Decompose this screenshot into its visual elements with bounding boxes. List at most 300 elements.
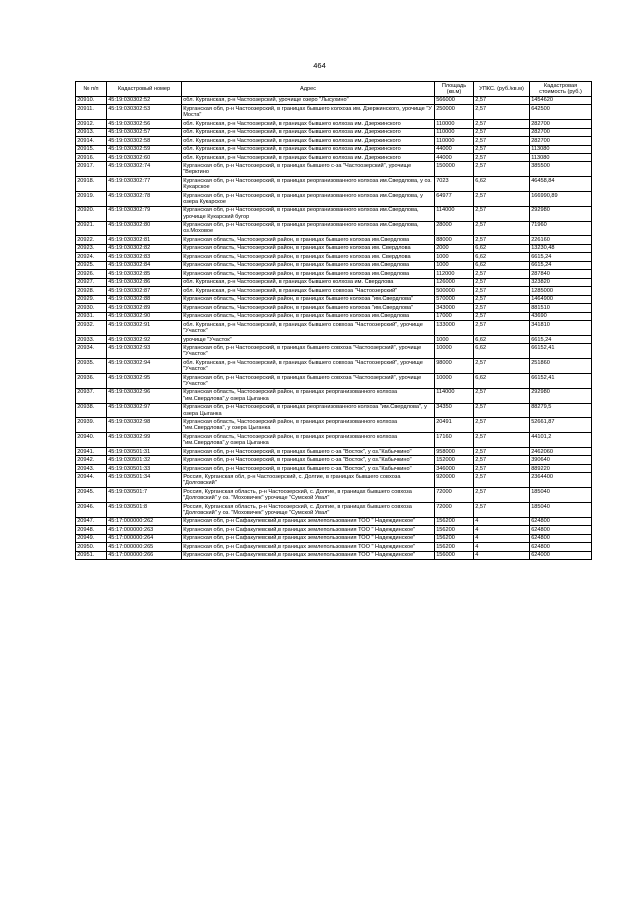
header-upks: УПКС. (руб./кв.м) — [474, 82, 530, 97]
table-row — [76, 456, 592, 464]
area-cell: 112000 — [435, 270, 474, 278]
cadastral-number-cell: 45:19:030501:33 — [107, 464, 182, 472]
upks-cell: 2,57 — [474, 192, 530, 207]
cadastral-cost-cell: 889220 — [530, 464, 592, 472]
upks-cell: 2,57 — [474, 96, 530, 104]
table-row — [76, 236, 592, 244]
row-number-cell: 20948. — [76, 526, 107, 534]
cadastral-cost-cell: 642500 — [530, 105, 592, 120]
address-cell: Курганская обл, р-н Частоозерский, в границах бывшего с-за "Частоозерский", урочище "Веркгино — [182, 162, 435, 177]
cadastral-number-cell: 45:19:030302:74 — [107, 162, 182, 177]
address-cell: обл. Курганская, р-н Частоозерский, в границах бывшего колхоза им. Дзержинского — [182, 128, 435, 136]
address-cell: Курганская обл, р-н Частоозерский, в границах бывшего с-за "Восток", у оз."Кабычкино" — [182, 464, 435, 472]
upks-cell: 2,57 — [474, 464, 530, 472]
address-cell: Курганская область, Частоозерский район, в границах бывшего колхоза "им.Свердлова" — [182, 304, 435, 312]
address-cell: Курганская область, Частоозерский район, в границах бывшего колхоза им. Свердлова — [182, 253, 435, 261]
row-number-cell: 20932. — [76, 321, 107, 336]
upks-cell: 2,57 — [474, 295, 530, 303]
row-number-cell: 20944. — [76, 473, 107, 488]
area-cell: 88000 — [435, 236, 474, 244]
row-number-cell: 20913. — [76, 128, 107, 136]
cadastral-number-cell: 45:19:030302:59 — [107, 145, 182, 153]
upks-cell: 2,57 — [474, 128, 530, 136]
cadastral-cost-cell: 185040 — [530, 502, 592, 517]
area-cell: 17000 — [435, 312, 474, 320]
area-cell: 34350 — [435, 403, 474, 418]
area-cell: 72000 — [435, 502, 474, 517]
upks-cell: 6,62 — [474, 253, 530, 261]
address-cell: Курганская область, Частоозерский район, в границах реорганизованного колхоза "им.Свердлова",у озера Цыганка — [182, 388, 435, 403]
table-row — [76, 137, 592, 145]
row-number-cell: 20914. — [76, 137, 107, 145]
cadastral-number-cell: 45:19:030302:53 — [107, 105, 182, 120]
area-cell: 250000 — [435, 105, 474, 120]
area-cell: 44000 — [435, 153, 474, 161]
area-cell: 110000 — [435, 120, 474, 128]
cadastral-cost-cell: 251860 — [530, 359, 592, 374]
area-cell: 1000 — [435, 336, 474, 344]
upks-cell: 6,62 — [474, 374, 530, 389]
cadastral-cost-cell: 113080 — [530, 145, 592, 153]
table-row — [76, 244, 592, 252]
table-row — [76, 447, 592, 455]
area-cell: 566000 — [435, 96, 474, 104]
table-row — [76, 162, 592, 177]
row-number-cell: 20943. — [76, 464, 107, 472]
upks-cell: 2,57 — [474, 312, 530, 320]
table-row — [76, 304, 592, 312]
upks-cell: 6,62 — [474, 177, 530, 192]
row-number-cell: 20920. — [76, 206, 107, 221]
row-number-cell: 20933. — [76, 336, 107, 344]
upks-cell: 6,62 — [474, 336, 530, 344]
row-number-cell: 20938. — [76, 403, 107, 418]
row-number-cell: 20910. — [76, 96, 107, 104]
cadastral-number-cell: 45:19:030302:89 — [107, 304, 182, 312]
cadastral-cost-cell: 624800 — [530, 526, 592, 534]
cadastral-cost-cell: 292980 — [530, 388, 592, 403]
table-row — [76, 517, 592, 525]
address-cell: Курганская область, Частоозерский район, в границах бывшего колхоза им.Свердлова — [182, 261, 435, 269]
cadastral-cost-cell: 6615,24 — [530, 336, 592, 344]
area-cell: 958000 — [435, 447, 474, 455]
address-cell: Курганская обл, р-н Сафакулевский,в границах землепользования ТОО " Надеждинское" — [182, 517, 435, 525]
row-number-cell: 20919. — [76, 192, 107, 207]
area-cell: 133000 — [435, 321, 474, 336]
address-cell: обл. Курганская, р-н Частоозерский, в границах бывшего колхоза им. Свердлова — [182, 278, 435, 286]
cadastral-number-cell: 45:19:030302:86 — [107, 278, 182, 286]
upks-cell: 2,57 — [474, 270, 530, 278]
cadastral-number-cell: 45:19:030302:96 — [107, 388, 182, 403]
table-row — [76, 278, 592, 286]
table-row — [76, 128, 592, 136]
row-number-cell: 20917. — [76, 162, 107, 177]
table-row — [76, 261, 592, 269]
upks-cell: 2,57 — [474, 418, 530, 433]
cadastral-number-cell: 45:19:030501:31 — [107, 447, 182, 455]
area-cell: 17160 — [435, 433, 474, 448]
row-number-cell: 20916. — [76, 153, 107, 161]
row-number-cell: 20951. — [76, 551, 107, 559]
cadastral-cost-cell: 624000 — [530, 551, 592, 559]
table-row — [76, 206, 592, 221]
area-cell: 7023 — [435, 177, 474, 192]
cadastral-number-cell: 45:19:030302:95 — [107, 374, 182, 389]
table-row — [76, 192, 592, 207]
upks-cell: 2,57 — [474, 456, 530, 464]
page-number: 464 — [313, 61, 326, 70]
cadastral-number-cell: 45:19:030302:56 — [107, 120, 182, 128]
cadastral-cost-cell: 1454620 — [530, 96, 592, 104]
upks-cell: 2,57 — [474, 137, 530, 145]
upks-cell: 2,57 — [474, 502, 530, 517]
upks-cell: 4 — [474, 543, 530, 551]
cadastral-cost-cell: 113080 — [530, 153, 592, 161]
address-cell: Курганская область, Частоозерский район, в границах бывшего колхоза им.Свердлова — [182, 270, 435, 278]
cadastral-cost-cell: 166990,89 — [530, 192, 592, 207]
address-cell: Курганская обл, р-н Частоозерский, в границах бывшего с-за "Восток", у оз."Кабычкино" — [182, 456, 435, 464]
row-number-cell: 20939. — [76, 418, 107, 433]
upks-cell: 2,57 — [474, 388, 530, 403]
address-cell: Курганская обл, р-н Частоозерский, в границах бывшего совхоза "Частоозерский", урочище "Участок" — [182, 374, 435, 389]
area-cell: 28000 — [435, 221, 474, 236]
upks-cell: 2,57 — [474, 321, 530, 336]
table-row — [76, 336, 592, 344]
header-address: Адрес — [182, 82, 435, 97]
cadastral-cost-cell: 6615,24 — [530, 253, 592, 261]
area-cell: 156200 — [435, 526, 474, 534]
row-number-cell: 20926. — [76, 270, 107, 278]
upks-cell: 2,57 — [474, 278, 530, 286]
header-num: № п/п — [76, 82, 107, 97]
table-row — [76, 534, 592, 542]
area-cell: 10000 — [435, 374, 474, 389]
table-row — [76, 321, 592, 336]
cadastral-number-cell: 45:19:030302:92 — [107, 336, 182, 344]
cadastral-number-cell: 45:19:030501:8 — [107, 502, 182, 517]
area-cell: 114000 — [435, 388, 474, 403]
area-cell: 110000 — [435, 128, 474, 136]
cadastral-number-cell: 45:19:030302:84 — [107, 261, 182, 269]
address-cell: обл. Курганская, р-н Частоозерский, в границах бывшего совхоза "Частоозерский" — [182, 287, 435, 295]
cadastral-number-cell: 45:19:030302:80 — [107, 221, 182, 236]
cadastral-number-cell: 45:17:000000:265 — [107, 543, 182, 551]
area-cell: 346000 — [435, 464, 474, 472]
cadastral-cost-cell: 88279,5 — [530, 403, 592, 418]
row-number-cell: 20915. — [76, 145, 107, 153]
upks-cell: 2,57 — [474, 447, 530, 455]
address-cell: Курганская обл, р-н Сафакулевский,в границах землепользования ТОО " Надеждинское" — [182, 543, 435, 551]
cadastral-cost-cell: 66152,41 — [530, 374, 592, 389]
upks-cell: 2,57 — [474, 145, 530, 153]
cadastral-cost-cell: 292980 — [530, 206, 592, 221]
cadastral-number-cell: 45:19:030302:98 — [107, 418, 182, 433]
cadastral-number-cell: 45:19:030302:90 — [107, 312, 182, 320]
address-cell: Курганская обл, р-н Частоозерский, в границах реорганизованного колхоза "им.Свердлова", у озера Цыганка — [182, 403, 435, 418]
cadastral-number-cell: 45:19:030302:78 — [107, 192, 182, 207]
cadastral-cost-cell: 624800 — [530, 534, 592, 542]
row-number-cell: 20940. — [76, 433, 107, 448]
cadastral-cost-cell: 341810 — [530, 321, 592, 336]
table-row — [76, 287, 592, 295]
header-cadastral: Кадастровый номер — [107, 82, 182, 97]
area-cell: 1000 — [435, 261, 474, 269]
area-cell: 114000 — [435, 206, 474, 221]
address-cell: Курганская область, Частоозерский район, в границах бывшего колхоза им.Свердлова — [182, 312, 435, 320]
row-number-cell: 20936. — [76, 374, 107, 389]
address-cell: обл. Курганская, р-н Частоозерский, в границах бывшего колхоза им. Дзержинского — [182, 137, 435, 145]
address-cell: Курганская обл, р-н Частоозерский, в границах реорганизованного колхоза им.Свердлова, у озера Кукарское — [182, 192, 435, 207]
upks-cell: 2,57 — [474, 105, 530, 120]
area-cell: 2000 — [435, 244, 474, 252]
address-cell: Курганская обл, р-н Частоозерский, в границах бывшего с-за "Восток", у оз."Кабычкино" — [182, 447, 435, 455]
area-cell: 110000 — [435, 137, 474, 145]
table-row — [76, 502, 592, 517]
cadastral-number-cell: 45:17:000000:264 — [107, 534, 182, 542]
cadastral-cost-cell: 282700 — [530, 128, 592, 136]
row-number-cell: 20918. — [76, 177, 107, 192]
row-number-cell: 20930. — [76, 304, 107, 312]
cadastral-cost-cell: 390640 — [530, 456, 592, 464]
cadastral-cost-cell: 43690 — [530, 312, 592, 320]
address-cell: Курганская обл, р-н Сафакулевский,в границах землепользования ТОО " Надеждинское" — [182, 551, 435, 559]
cadastral-number-cell: 45:19:030302:79 — [107, 206, 182, 221]
address-cell: Курганская обл, р-н Частоозерский, в границах бывшего совхоза "Частоозерский", урочище "Участок" — [182, 344, 435, 359]
upks-cell: 2,57 — [474, 162, 530, 177]
table-row — [76, 96, 592, 104]
cadastral-number-cell: 45:19:030302:87 — [107, 287, 182, 295]
upks-cell: 4 — [474, 534, 530, 542]
row-number-cell: 20931. — [76, 312, 107, 320]
cadastral-number-cell: 45:19:030302:91 — [107, 321, 182, 336]
header-cost: Кадастровая стоимость (руб.) — [530, 82, 592, 97]
cadastral-cost-cell: 13230,48 — [530, 244, 592, 252]
address-cell: Курганская обл, р-н Частоозерский, в границах реорганизованного колхоза им.Свердлова, оз.Моховое — [182, 221, 435, 236]
area-cell: 156200 — [435, 517, 474, 525]
cadastral-number-cell: 45:19:030302:57 — [107, 128, 182, 136]
table-row — [76, 120, 592, 128]
cadastral-number-cell: 45:19:030302:77 — [107, 177, 182, 192]
table-row — [76, 418, 592, 433]
cadastral-cost-cell: 52661,87 — [530, 418, 592, 433]
cadastral-number-cell: 45:19:030302:99 — [107, 433, 182, 448]
cadastral-number-cell: 45:19:030302:82 — [107, 244, 182, 252]
cadastral-cost-cell: 66152,41 — [530, 344, 592, 359]
address-cell: Россия, Курганская область, р-н Частоозерский, с. Долгие, в границах бывшего совхоза "Долговский" у оз. "Моховичек" урочище "Сумской Увал" — [182, 488, 435, 503]
upks-cell: 2,57 — [474, 433, 530, 448]
area-cell: 500000 — [435, 287, 474, 295]
cadastral-cost-cell: 624800 — [530, 517, 592, 525]
row-number-cell: 20924. — [76, 253, 107, 261]
upks-cell: 2,57 — [474, 221, 530, 236]
cadastral-number-cell: 45:17:000000:263 — [107, 526, 182, 534]
upks-cell: 4 — [474, 551, 530, 559]
cadastral-number-cell: 45:19:030302:52 — [107, 96, 182, 104]
header-area: Площадь (кв.м) — [435, 82, 474, 97]
address-cell: Курганская область, Частоозерский район, в границах реорганизованного колхоза "им.Свердлова",у озера Цыганка — [182, 433, 435, 448]
area-cell: 72000 — [435, 488, 474, 503]
area-cell: 98000 — [435, 359, 474, 374]
upks-cell: 2,57 — [474, 287, 530, 295]
table-row — [76, 464, 592, 472]
address-cell: Курганская область, Частоозерский район, в границах бывшего колхоза им.Свердлова — [182, 236, 435, 244]
cadastral-cost-cell: 323820 — [530, 278, 592, 286]
upks-cell: 2,57 — [474, 206, 530, 221]
upks-cell: 2,57 — [474, 403, 530, 418]
address-cell: Курганская область, Частоозерский район, в границах бывшего колхоза "им.Свердлова" — [182, 295, 435, 303]
address-cell: Курганская обл, р-н Сафакулевский,в границах землепользования ТОО " Надеждинское" — [182, 534, 435, 542]
upks-cell: 4 — [474, 517, 530, 525]
cadastral-number-cell: 45:19:030501:32 — [107, 456, 182, 464]
table-row — [76, 359, 592, 374]
table-row — [76, 221, 592, 236]
address-cell: Курганская обл, р-н Частоозерский, в границах реорганизованного колхоза им.Свердлова, урочище Кукарский бугор — [182, 206, 435, 221]
row-number-cell: 20927. — [76, 278, 107, 286]
table-header-row — [76, 82, 592, 97]
upks-cell: 2,57 — [474, 359, 530, 374]
table-row — [76, 551, 592, 559]
area-cell: 1000 — [435, 253, 474, 261]
table-row — [76, 153, 592, 161]
cadastral-cost-cell: 1285000 — [530, 287, 592, 295]
upks-cell: 6,62 — [474, 244, 530, 252]
table-row — [76, 295, 592, 303]
upks-cell: 2,57 — [474, 473, 530, 488]
row-number-cell: 20935. — [76, 359, 107, 374]
cadastral-number-cell: 45:19:030302:58 — [107, 137, 182, 145]
address-cell: обл. Курганская, р-н Частоозерский, урочище озеро "Лысухино" — [182, 96, 435, 104]
area-cell: 126000 — [435, 278, 474, 286]
table-row — [76, 388, 592, 403]
area-cell: 20491 — [435, 418, 474, 433]
table-row — [76, 312, 592, 320]
row-number-cell: 20942. — [76, 456, 107, 464]
address-cell: обл. Курганская, р-н Частоозерский, в границах бывшего совхоза "Частоозерский", урочище "Участок" — [182, 359, 435, 374]
cadastral-cost-cell: 44101,2 — [530, 433, 592, 448]
row-number-cell: 20928. — [76, 287, 107, 295]
table-row — [76, 433, 592, 448]
cadastral-cost-cell: 624800 — [530, 543, 592, 551]
upks-cell: 6,62 — [474, 344, 530, 359]
cadastral-cost-cell: 71960 — [530, 221, 592, 236]
address-cell: Россия, Курганская обл, р-н Частоозерский, с. Долгие, в границах бывшего совхоза "Долговский" — [182, 473, 435, 488]
upks-cell: 2,57 — [474, 120, 530, 128]
cadastral-cost-cell: 282700 — [530, 120, 592, 128]
cadastral-cost-cell: 2364400 — [530, 473, 592, 488]
cadastral-cost-cell: 6615,24 — [530, 261, 592, 269]
row-number-cell: 20911. — [76, 105, 107, 120]
table-row — [76, 403, 592, 418]
row-number-cell: 20925. — [76, 261, 107, 269]
cadastral-number-cell: 45:17:000000:266 — [107, 551, 182, 559]
area-cell: 156000 — [435, 551, 474, 559]
area-cell: 10000 — [435, 344, 474, 359]
address-cell: обл. Курганская, р-н Частоозерский, в границах бывшего колхоза им. Дзержинского — [182, 153, 435, 161]
row-number-cell: 20937. — [76, 388, 107, 403]
area-cell: 156200 — [435, 543, 474, 551]
cadastral-cost-cell: 385500 — [530, 162, 592, 177]
cadastral-cost-cell: 287840 — [530, 270, 592, 278]
upks-cell: 6,62 — [474, 261, 530, 269]
table-row — [76, 145, 592, 153]
table-row — [76, 543, 592, 551]
address-cell: урочище "Участок" — [182, 336, 435, 344]
upks-cell: 2,57 — [474, 236, 530, 244]
area-cell: 570000 — [435, 295, 474, 303]
cadastral-cost-cell: 2462060 — [530, 447, 592, 455]
cadastral-number-cell: 45:19:030302:88 — [107, 295, 182, 303]
cadastral-number-cell: 45:19:030302:93 — [107, 344, 182, 359]
table-row — [76, 526, 592, 534]
address-cell: Россия, Курганская область, р-н Частоозерский, с. Долгие, в границах бывшего совхоза "Долговский" у оз. "Моховичек" урочище "Сумской Увал" — [182, 502, 435, 517]
row-number-cell: 20945. — [76, 488, 107, 503]
cadastral-cost-cell: 226160 — [530, 236, 592, 244]
upks-cell: 2,57 — [474, 304, 530, 312]
cadastral-cost-cell: 1464900 — [530, 295, 592, 303]
upks-cell: 2,57 — [474, 153, 530, 161]
table-row — [76, 253, 592, 261]
table-row — [76, 105, 592, 120]
area-cell: 150000 — [435, 162, 474, 177]
cadastral-number-cell: 45:19:030302:97 — [107, 403, 182, 418]
area-cell: 44000 — [435, 145, 474, 153]
cadastral-number-cell: 45:17:000000:262 — [107, 517, 182, 525]
cadastral-number-cell: 45:19:030501:34 — [107, 473, 182, 488]
cadastral-number-cell: 45:19:030302:85 — [107, 270, 182, 278]
cadastral-number-cell: 45:19:030501:7 — [107, 488, 182, 503]
area-cell: 343000 — [435, 304, 474, 312]
area-cell: 920000 — [435, 473, 474, 488]
cadastral-number-cell: 45:19:030302:81 — [107, 236, 182, 244]
address-cell: Курганская обл, р-н Сафакулевский,в границах землепользования ТОО " Надеждинское" — [182, 526, 435, 534]
table-row — [76, 374, 592, 389]
area-cell: 64977 — [435, 192, 474, 207]
cadastral-cost-cell: 282700 — [530, 137, 592, 145]
cadastral-cost-cell: 46458,84 — [530, 177, 592, 192]
row-number-cell: 20947. — [76, 517, 107, 525]
cadastral-table — [75, 81, 592, 560]
row-number-cell: 20934. — [76, 344, 107, 359]
cadastral-number-cell: 45:19:030302:60 — [107, 153, 182, 161]
cadastral-cost-cell: 881510 — [530, 304, 592, 312]
cadastral-cost-cell: 185040 — [530, 488, 592, 503]
row-number-cell: 20922. — [76, 236, 107, 244]
table-row — [76, 473, 592, 488]
address-cell: обл. Курганская, р-н Частоозерский, в границах бывшего колхоза им. Дзержинского — [182, 145, 435, 153]
table-row — [76, 177, 592, 192]
row-number-cell: 20950. — [76, 543, 107, 551]
cadastral-number-cell: 45:19:030302:94 — [107, 359, 182, 374]
row-number-cell: 20921. — [76, 221, 107, 236]
address-cell: Курганская обл, р-н Частоозерский, в границах бывшего колхоза им. Дзержинского, урочище "У Моста" — [182, 105, 435, 120]
row-number-cell: 20941. — [76, 447, 107, 455]
row-number-cell: 20923. — [76, 244, 107, 252]
address-cell: Курганская обл, р-н Частоозерский, в границах реорганизованного колхоза им.Свердлова, у оз. Кукарское — [182, 177, 435, 192]
upks-cell: 2,57 — [474, 488, 530, 503]
row-number-cell: 20949. — [76, 534, 107, 542]
row-number-cell: 20946. — [76, 502, 107, 517]
row-number-cell: 20929. — [76, 295, 107, 303]
address-cell: обл. Курганская, р-н Частоозерский, в границах бывшего колхоза им. Дзержинского — [182, 120, 435, 128]
table-row — [76, 270, 592, 278]
table-row — [76, 488, 592, 503]
cadastral-number-cell: 45:19:030302:83 — [107, 253, 182, 261]
area-cell: 152000 — [435, 456, 474, 464]
address-cell: Курганская область, Частоозерский район, в границах бывшего колхоза им. Свердлова — [182, 244, 435, 252]
row-number-cell: 20912. — [76, 120, 107, 128]
address-cell: Курганская область, Частоозерский район, в границах реорганизованного колхоза "им.Свердлова", у озера Цыганка — [182, 418, 435, 433]
area-cell: 156200 — [435, 534, 474, 542]
